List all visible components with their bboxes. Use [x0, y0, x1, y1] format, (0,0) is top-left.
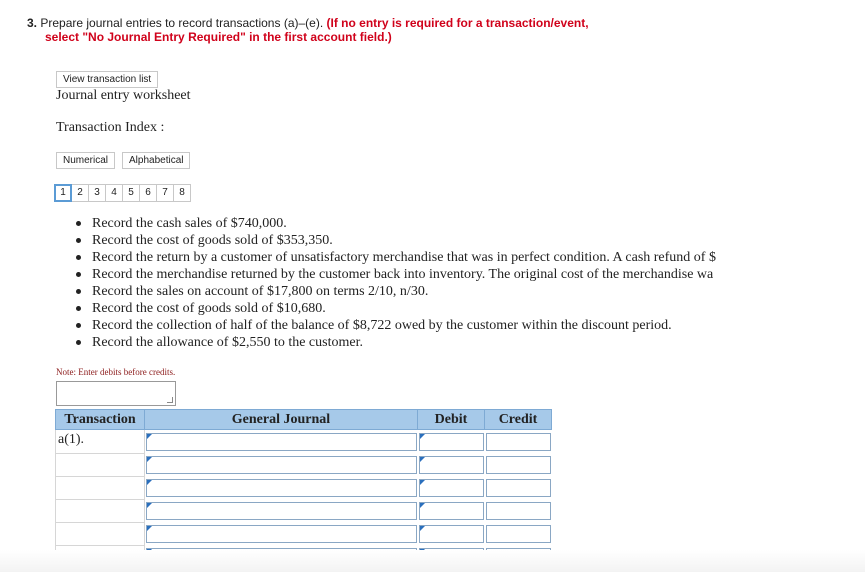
- transaction-cell: a(1).: [56, 430, 145, 454]
- account-dropdown[interactable]: [146, 502, 417, 520]
- task-item: Record the collection of half of the balance of $8,722 owed by the customer within the discount period.: [74, 317, 730, 334]
- page-button-4[interactable]: 4: [105, 184, 123, 202]
- page-button-1[interactable]: 1: [54, 184, 72, 202]
- header-credit: Credit: [485, 410, 552, 430]
- task-item: Record the cash sales of $740,000.: [74, 215, 730, 232]
- question-number: 3.: [27, 16, 38, 30]
- account-dropdown[interactable]: [146, 525, 417, 543]
- page-button-8[interactable]: 8: [173, 184, 191, 202]
- task-item: Record the merchandise returned by the customer back into inventory. The original cost of the merchandise wa: [74, 266, 730, 283]
- note-text: Note: Enter debits before credits.: [56, 367, 176, 377]
- credit-input[interactable]: [486, 456, 551, 474]
- question-instruction-line2: select "No Journal Entry Required" in the first account field.): [45, 30, 392, 44]
- journal-row: [56, 499, 552, 522]
- header-transaction: Transaction: [56, 410, 145, 430]
- question-text: Prepare journal entries to record transactions (a)–(e).: [40, 16, 324, 30]
- transaction-index-label: Transaction Index :: [56, 120, 165, 135]
- task-item: Record the return by a customer of unsatisfactory merchandise that was in perfect condition. A cash refund of $: [74, 249, 730, 266]
- transaction-cell: [56, 476, 145, 499]
- header-debit: Debit: [418, 410, 485, 430]
- debit-input[interactable]: [419, 525, 484, 543]
- page-bottom-edge: [0, 550, 865, 572]
- question-prompt: [27, 16, 847, 44]
- credit-input[interactable]: [486, 433, 551, 451]
- journal-row: [56, 453, 552, 476]
- credit-input[interactable]: [486, 525, 551, 543]
- credit-input[interactable]: [486, 502, 551, 520]
- journal-row: [56, 476, 552, 499]
- task-item: Record the cost of goods sold of $353,350.: [74, 232, 730, 249]
- journal-row: [56, 430, 552, 454]
- transaction-cell: [56, 522, 145, 545]
- numerical-button[interactable]: Numerical: [56, 152, 115, 169]
- debit-input[interactable]: [419, 479, 484, 497]
- debit-input[interactable]: [419, 456, 484, 474]
- journal-table: [55, 409, 552, 569]
- credit-input[interactable]: [486, 479, 551, 497]
- page-button-6[interactable]: 6: [139, 184, 157, 202]
- account-dropdown[interactable]: [146, 479, 417, 497]
- task-item: Record the allowance of $2,550 to the customer.: [74, 334, 730, 351]
- task-item: Record the cost of goods sold of $10,680.: [74, 300, 730, 317]
- page-button-2[interactable]: 2: [71, 184, 89, 202]
- journal-row: [56, 522, 552, 545]
- alphabetical-button[interactable]: Alphabetical: [122, 152, 190, 169]
- debit-input[interactable]: [419, 433, 484, 451]
- task-item: Record the sales on account of $17,800 on terms 2/10, n/30.: [74, 283, 730, 300]
- page-button-5[interactable]: 5: [122, 184, 140, 202]
- account-dropdown[interactable]: [146, 456, 417, 474]
- transaction-cell: [56, 499, 145, 522]
- debit-input[interactable]: [419, 502, 484, 520]
- note-textarea[interactable]: [56, 381, 176, 406]
- question-instruction-line1: (If no entry is required for a transaction/event,: [326, 16, 589, 30]
- page-button-7[interactable]: 7: [156, 184, 174, 202]
- worksheet-title: Journal entry worksheet: [56, 88, 191, 103]
- transaction-cell: [56, 453, 145, 476]
- header-general-journal: General Journal: [145, 410, 418, 430]
- page-button-3[interactable]: 3: [88, 184, 106, 202]
- task-list: [74, 215, 730, 351]
- view-transaction-list-button[interactable]: View transaction list: [56, 71, 158, 88]
- transaction-pager: [55, 184, 191, 202]
- account-dropdown[interactable]: [146, 433, 417, 451]
